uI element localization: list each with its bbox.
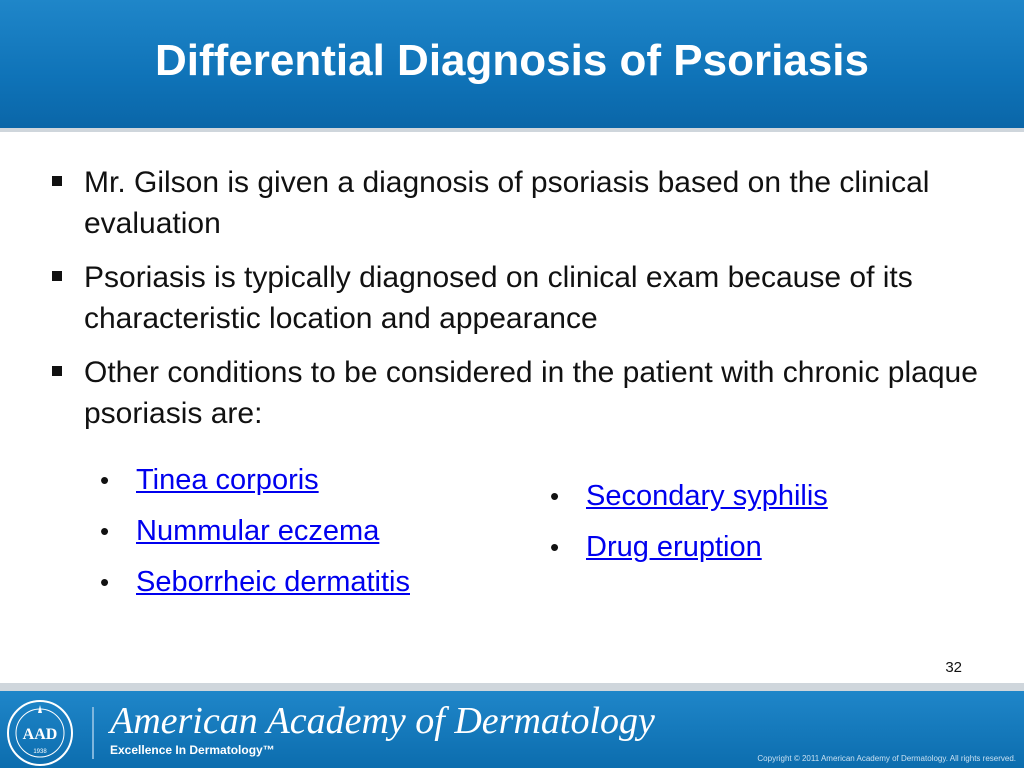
conditions-list-right [550, 478, 828, 580]
organization-name: American Academy of Dermatology [110, 700, 655, 742]
condition-link-secondary-syphilis[interactable]: Secondary syphilis [586, 480, 828, 512]
condition-item [550, 478, 828, 514]
page-number: 32 [945, 659, 962, 676]
copyright-notice: Copyright © 2011 American Academy of Dermatology. All rights reserved. [757, 754, 1016, 763]
dot-bullet-icon: • [100, 516, 110, 546]
organization-tagline: Excellence In Dermatology™ [110, 743, 275, 757]
dot-bullet-icon: • [100, 465, 110, 495]
dot-bullet-icon: • [550, 481, 560, 511]
square-bullet-icon [52, 271, 62, 281]
footer-bar [0, 683, 1024, 768]
square-bullet-icon [52, 366, 62, 376]
bullet-item [44, 352, 984, 434]
seal-year: 1938 [33, 749, 47, 755]
condition-item [100, 564, 410, 600]
title-bar [0, 0, 1024, 132]
conditions-list-left [100, 462, 410, 615]
dot-bullet-icon: • [100, 567, 110, 597]
bullet-item [44, 257, 984, 339]
bullet-item [44, 162, 984, 244]
condition-link-nummular-eczema[interactable]: Nummular eczema [136, 515, 380, 547]
condition-link-tinea-corporis[interactable]: Tinea corporis [136, 464, 319, 496]
bullet-text: Psoriasis is typically diagnosed on clinical exam because of its characteristic location and appearance [84, 261, 913, 335]
condition-item [100, 462, 410, 498]
dot-bullet-icon: • [550, 532, 560, 562]
bullet-text: Mr. Gilson is given a diagnosis of psoriasis based on the clinical evaluation [84, 166, 930, 240]
bullet-text: Other conditions to be considered in the patient with chronic plaque psoriasis are: [84, 356, 978, 430]
aad-seal-logo [6, 699, 74, 767]
slide-title: Differential Diagnosis of Psoriasis [155, 36, 869, 85]
square-bullet-icon [52, 176, 62, 186]
logo-text: AAD [22, 726, 58, 743]
condition-item [100, 513, 410, 549]
condition-link-drug-eruption[interactable]: Drug eruption [586, 531, 762, 563]
condition-item [550, 529, 828, 565]
footer-divider [92, 707, 94, 759]
condition-link-seborrheic-dermatitis[interactable]: Seborrheic dermatitis [136, 566, 410, 598]
bullet-list [44, 162, 984, 447]
